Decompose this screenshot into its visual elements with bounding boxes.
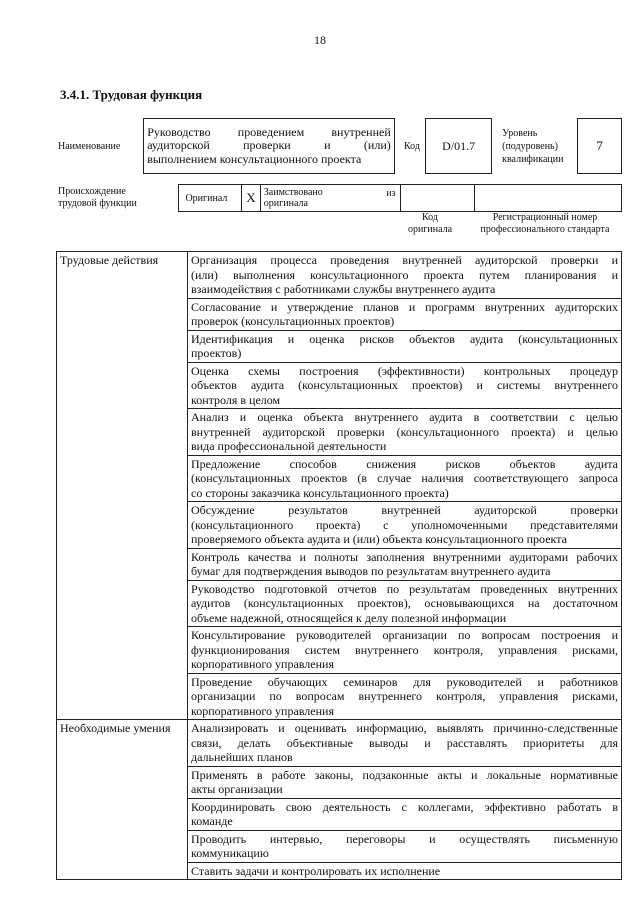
table-cell bbox=[188, 455, 622, 502]
function-name-line: Руководство проведением внутренней bbox=[147, 124, 391, 139]
cell-line: Организация процесса проведения внутренней аудиторской проверки и bbox=[191, 253, 618, 267]
cell-line: Проведение обучающих семинаров для руководителей и работников bbox=[191, 674, 618, 689]
cell-line: Руководство подготовкой отчетов по результатам проведенных внутренних bbox=[191, 581, 618, 596]
caption-line: профессионального стандарта bbox=[480, 224, 610, 235]
cell-line: Проводить интервью, переговоры и осуществлять письменную bbox=[191, 831, 618, 846]
cell-line: объеме надежной, относящейся к делу полезной информации bbox=[191, 610, 507, 625]
table-cell bbox=[188, 548, 622, 580]
table-cell bbox=[188, 362, 622, 409]
code-label: Код bbox=[403, 140, 420, 152]
level-value: 7 bbox=[578, 119, 622, 174]
table-cell bbox=[188, 330, 622, 362]
cell-line: взаимодействия с работниками службы внутреннего аудита bbox=[191, 282, 496, 296]
cell-line: Ставить задачи и контролировать их исполнение bbox=[191, 863, 441, 878]
borrowed-cell bbox=[260, 185, 400, 212]
origin-table bbox=[58, 184, 622, 212]
cell-line: Контроль качества и полноты заполнения внутренними аудиторами рабочих bbox=[191, 549, 618, 564]
section-label: Необходимые умения bbox=[57, 720, 188, 880]
cell-line: дальнейших планов bbox=[191, 750, 293, 764]
table-cell bbox=[188, 627, 622, 674]
cell-line: Идентификация и оценка рисков объектов аудита (консультационных bbox=[191, 331, 618, 346]
origin-label bbox=[58, 185, 179, 212]
original-mark: X bbox=[242, 185, 261, 212]
table-cell bbox=[188, 580, 622, 627]
cell-line: проверок (консультационных проектов) bbox=[191, 314, 395, 328]
section-label: Трудовые действия bbox=[57, 252, 188, 720]
level-label-line: (подуровень) bbox=[502, 140, 558, 152]
cell-line: коммуникацию bbox=[191, 846, 269, 860]
cell-line: внутренней аудиторской проверки (консультационного проекта) и целью bbox=[191, 424, 618, 439]
level-label-line: квалификации bbox=[502, 153, 564, 165]
table-cell bbox=[188, 409, 622, 456]
function-name-line: аудиторской проверки и (или) bbox=[147, 138, 391, 153]
function-name-line: выполнением консультационного проекта bbox=[147, 151, 362, 166]
cell-line: Анализировать и оценивать информацию, выявлять причинно-следственные bbox=[191, 721, 618, 735]
level-label-line: Уровень bbox=[502, 127, 538, 139]
level-label bbox=[492, 119, 578, 174]
table-cell bbox=[188, 766, 622, 798]
cell-line: (или) выполнения консультационного проекта путем планирования и bbox=[191, 267, 618, 282]
original-cell: Оригинал bbox=[179, 185, 242, 212]
caption-line: Код bbox=[422, 212, 438, 223]
cell-line: связи, делать объективные выводы и расставлять приоритеты для bbox=[191, 735, 618, 750]
cell-line: Обсуждение результатов внутренней аудиторской проверки bbox=[191, 503, 618, 517]
table-cell bbox=[188, 720, 622, 767]
function-header-table bbox=[58, 118, 622, 174]
registration-number-cell bbox=[475, 185, 622, 212]
caption-line: оригинала bbox=[407, 224, 453, 235]
table-row bbox=[57, 252, 622, 299]
page-number: 18 bbox=[314, 33, 326, 47]
table-cell bbox=[188, 673, 622, 720]
cell-line: корпоративного управления bbox=[191, 703, 334, 718]
cell-line: проектов) bbox=[191, 346, 242, 360]
cell-line: Оценка схемы построения (эффективности) контрольных процедур bbox=[191, 363, 618, 378]
origin-label-line: Происхождение bbox=[58, 186, 126, 197]
cell-line: бумаг для подтверждения выводов по результатам внутреннего аудита bbox=[191, 564, 551, 578]
cell-line: проверяемого объекта аудита и (или) объекта консультационного проекта bbox=[191, 532, 567, 546]
cell-line: Консультирование руководителей организации по вопросам построения и bbox=[191, 628, 618, 642]
cell-line: Согласование и утверждение планов и программ внутренних аудиторских bbox=[191, 299, 618, 314]
function-name bbox=[144, 119, 395, 174]
section-title: 3.4.1. Трудовая функция bbox=[60, 87, 203, 102]
function-details-table bbox=[56, 251, 622, 880]
cell-line: со стороны заказчика консультационного проекта) bbox=[191, 485, 449, 500]
borrowed-text: Заимствовано bbox=[263, 187, 323, 198]
cell-line: корпоративного управления bbox=[191, 657, 334, 671]
cell-line: (консультационного проекта) с уполномоченными представителями bbox=[191, 517, 618, 532]
caption-line: Регистрационный номер bbox=[492, 212, 598, 223]
table-row bbox=[57, 720, 622, 767]
registration-number-caption bbox=[470, 212, 620, 236]
cell-line: команде bbox=[191, 814, 233, 828]
table-cell bbox=[188, 298, 622, 330]
name-label: Наименование bbox=[58, 140, 121, 152]
table-cell bbox=[188, 502, 622, 549]
borrowed-text: оригинала bbox=[263, 198, 308, 209]
original-code-cell bbox=[400, 185, 475, 212]
origin-label-line: трудовой функции bbox=[58, 198, 137, 209]
cell-line: Применять в работе законы, подзаконные акты и локальные нормативные bbox=[191, 767, 618, 782]
borrowed-iz: из bbox=[386, 188, 396, 199]
cell-line: аудитов (консультационных проектов), основывающихся на достаточном bbox=[191, 596, 618, 610]
cell-line: (консультационных проектов (в случае наличия соответствующего запроса bbox=[191, 471, 618, 485]
original-code-caption bbox=[392, 212, 468, 236]
cell-line: контроля в целом bbox=[191, 392, 281, 407]
table-cell bbox=[188, 798, 622, 830]
table-cell bbox=[188, 862, 622, 880]
cell-line: Координировать свою деятельность с коллегами, эффективно работать в bbox=[191, 799, 618, 814]
table-cell bbox=[188, 830, 622, 862]
table-cell bbox=[188, 252, 622, 299]
cell-line: функционирования систем внутреннего контроля, управления рисками, bbox=[191, 642, 618, 657]
cell-line: акты организации bbox=[191, 782, 283, 796]
cell-line: Анализ и оценка объекта внутреннего аудита в соответствии с целью bbox=[191, 410, 618, 424]
cell-line: вида профессиональной деятельности bbox=[191, 439, 387, 453]
code-value: D/01.7 bbox=[426, 119, 492, 174]
cell-line: организации по вопросам внутреннего контроля, управления рисками, bbox=[191, 689, 618, 703]
cell-line: Предложение способов снижения рисков объектов аудита bbox=[191, 456, 618, 471]
cell-line: объектов аудита (консультационных проектов) и системы внутреннего bbox=[191, 378, 618, 392]
